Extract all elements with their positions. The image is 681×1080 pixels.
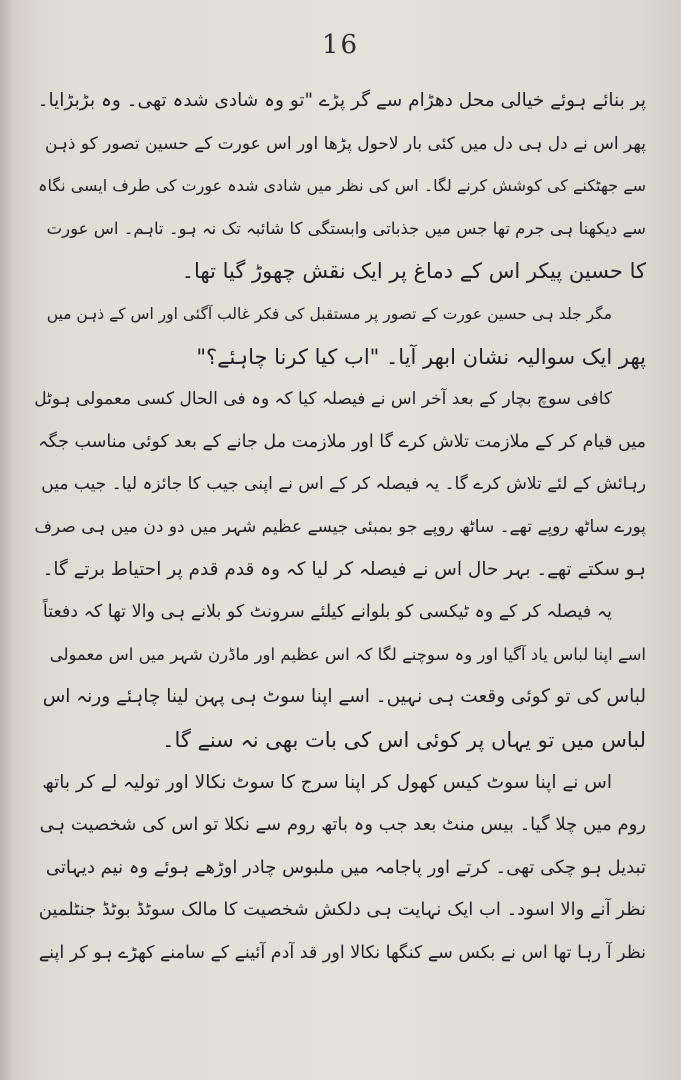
text-line: پورے ساٹھ روپے تھے۔ ساٹھ روپے جو بمبئی جیسے عظیم شہر میں دو دن میں ہی صرف: [34, 516, 646, 537]
text-line: اس نے اپنا سوٹ کیس کھول کر اپنا سرج کا سوٹ نکالا اور تولیہ لے کر باتھ: [42, 771, 612, 793]
text-line: کا حسین پیکر اس کے دماغ پر ایک نقش چھوڑ گیا تھا۔: [181, 259, 646, 284]
text-line: سے دیکھنا ہی جرم تھا جس میں جذباتی وابستگی کا شائبہ تک نہ ہو۔ تاہم۔ اس عورت: [46, 218, 646, 238]
body-text: [34, 80, 646, 974]
text-line: مگر جلد ہی حسین عورت کے تصور پر مستقبل کی فکر غالب آگئی اور اس کے ذہن میں: [46, 304, 612, 323]
text-line: اسے اپنا لباس یاد آگیا اور وہ سوچنے لگا کہ اس عظیم اور ماڈرن شہر میں اس معمولی: [49, 644, 646, 664]
text-line: رہائش کے لئے تلاش کرے گا۔ یہ فیصلہ کر کے اس نے اپنی جیب کا جائزہ لیا۔ جیب میں: [41, 474, 646, 495]
text-line: یہ فیصلہ کر کے وہ ٹیکسی کو بلوانے کیلئے سرونٹ کو بلانے ہی والا تھا کہ دفعتاً: [42, 602, 612, 623]
text-line: میں قیام کر کے ملازمت تلاش کرے گا اور ملازمت مل جانے کے بعد کوئی مناسب جگہ: [38, 431, 646, 452]
text-line: سے جھٹکنے کی کوشش کرنے لگا۔ اس کی نظر میں شادی شدہ عورت کی طرف ایسی نگاہ: [38, 176, 646, 196]
text-line: پھر اس نے دل ہی دل میں کئی بار لاحول پڑھا اور اس عورت کے حسین تصور کو ذہن: [44, 133, 646, 154]
text-line: ہو سکتے تھے۔ بہر حال اس نے فیصلہ کر لیا کہ وہ قدم قدم پر احتیاط برتے گا۔: [42, 558, 646, 580]
text-line: پر بنائے ہوئے خیالی محل دھڑام سے گر پڑے "تو وہ شادی شدہ تھی۔ وہ بڑبڑایا۔: [37, 90, 646, 111]
text-line: تبدیل ہو چکی تھی۔ کرتے اور پاجامہ میں ملبوس چادر اوڑھے ہوئے وہ نیم دیہاتی: [45, 856, 646, 878]
text-line: پھر ایک سوالیہ نشان ابھر آیا۔ "اب کیا کرنا چاہئے؟": [196, 344, 646, 369]
text-line: لباس میں تو یہاں پر کوئی اس کی بات بھی نہ سنے گا۔: [162, 727, 646, 752]
text-line: نظر آنے والا اسود۔ اب ایک نہایت ہی دلکش شخصیت کا مالک سوٹڈ بوٹڈ جنٹلمین: [38, 899, 646, 921]
text-line: کافی سوچ بچار کے بعد آخر اس نے فیصلہ کیا کہ وہ فی الحال کسی معمولی ہوٹل: [34, 389, 612, 410]
text-line: نظر آ رہا تھا اس نے بکس سے کنگھا نکالا اور قد آدم آئینے کے سامنے کھڑے ہو کر اپنے: [38, 942, 646, 963]
text-line: لباس کی تو کوئی وقعت ہی نہیں۔ اسے اپنا سوٹ ہی پہن لینا چاہئے ورنہ اس: [42, 686, 646, 708]
text-line: روم میں چلا گیا۔ بیس منٹ بعد جب وہ باتھ روم سے نکلا تو اس کی شخصیت ہی: [39, 814, 646, 836]
page-number: 16: [321, 30, 360, 60]
